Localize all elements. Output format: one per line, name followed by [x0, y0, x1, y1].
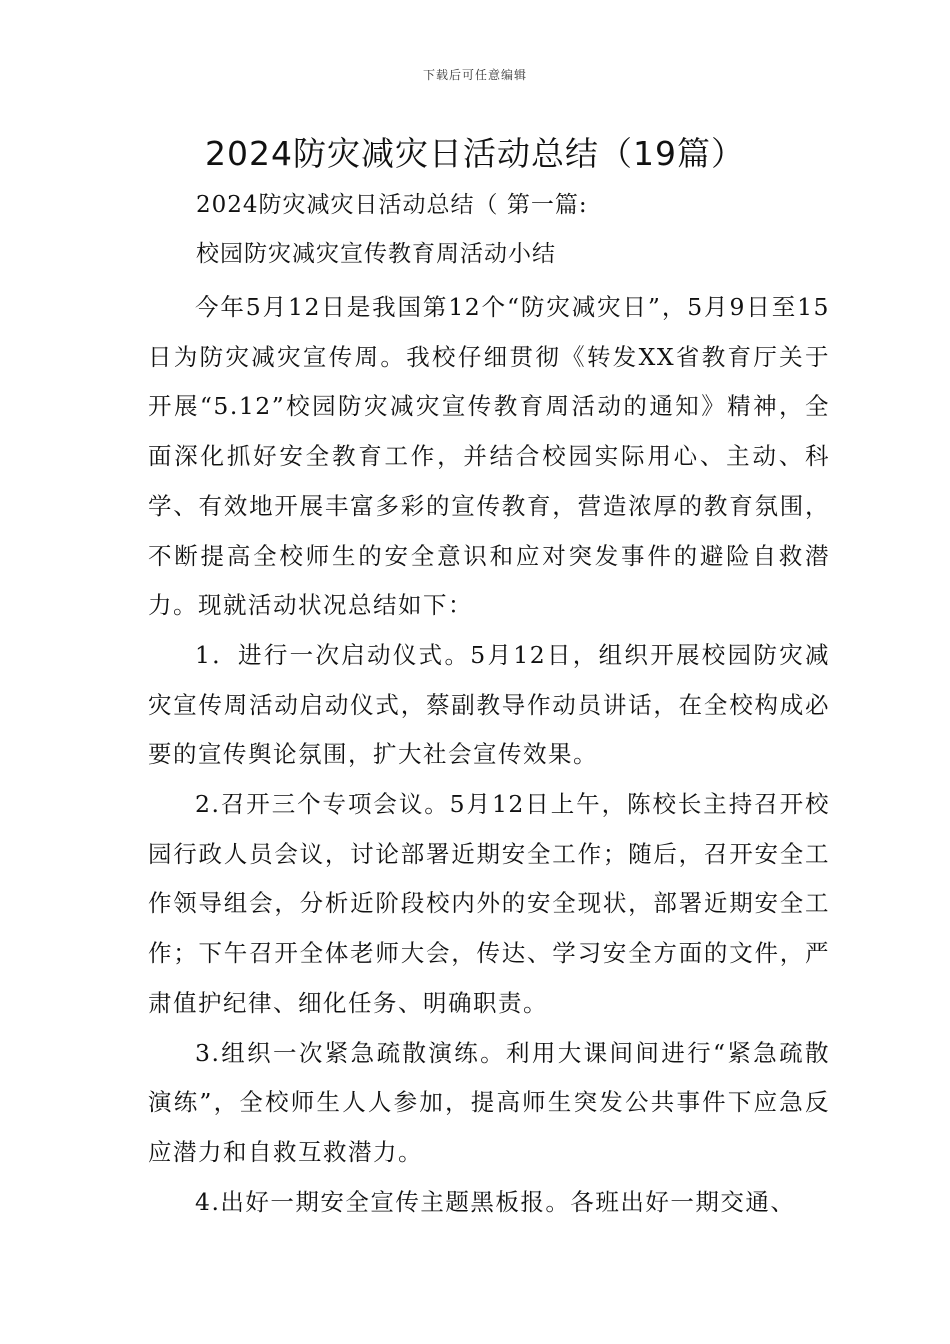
- document-body: [148, 283, 830, 1227]
- section-subtitle: 2024防灾减灾日活动总结（ 第一篇:: [196, 192, 588, 218]
- paragraph-item-2: 2.召开三个专项会议。5月12日上午，陈校长主持召开校园行政人员会议，讨论部署近期安全工作；随后，召开安全工作领导组会，分析近阶段校内外的安全现状，部署近期安全工作；下午召开全体老师大会，传达、学习安全方面的文件，严肃值护纪律、细化任务、明确职责。: [148, 790, 830, 1017]
- paragraph-item-3: 3.组织一次紧急疏散演练。利用大课间间进行“紧急疏散演练”，全校师生人人参加，提高师生突发公共事件下应急反应潜力和自救互救潜力。: [148, 1038, 830, 1166]
- paragraph-item-4: 4.出好一期安全宣传主题黑板报。各班出好一期交通、: [195, 1187, 796, 1216]
- section-heading: 校园防灾减灾宣传教育周活动小结: [196, 241, 556, 267]
- document-title: 2024防灾减灾日活动总结（19篇）: [205, 134, 745, 173]
- header-note: 下载后可任意编辑: [422, 68, 527, 82]
- paragraph-item-1: 1．进行一次启动仪式。5月12日，组织开展校园防灾减灾宣传周活动启动仪式，蔡副教导作动员讲话，在全校构成必要的宣传舆论氛围，扩大社会宣传效果。: [148, 640, 830, 769]
- paragraph-intro: 今年5月12日是我国第12个“防灾减灾日”，5月9日至15日为防灾减灾宣传周。我校仔细贯彻《转发XX省教育厅关于开展“5.12”校园防灾减灾宣传教育周活动的通知》精神，全面深化抓好安全教育工作，并结合校园实际用心、主动、科学、有效地开展丰富多彩的宣传教育，营造浓厚的教育氛围，不断提高全校师生的安全意识和应对突发事件的避险自救潜力。现就活动状况总结如下：: [148, 293, 830, 620]
